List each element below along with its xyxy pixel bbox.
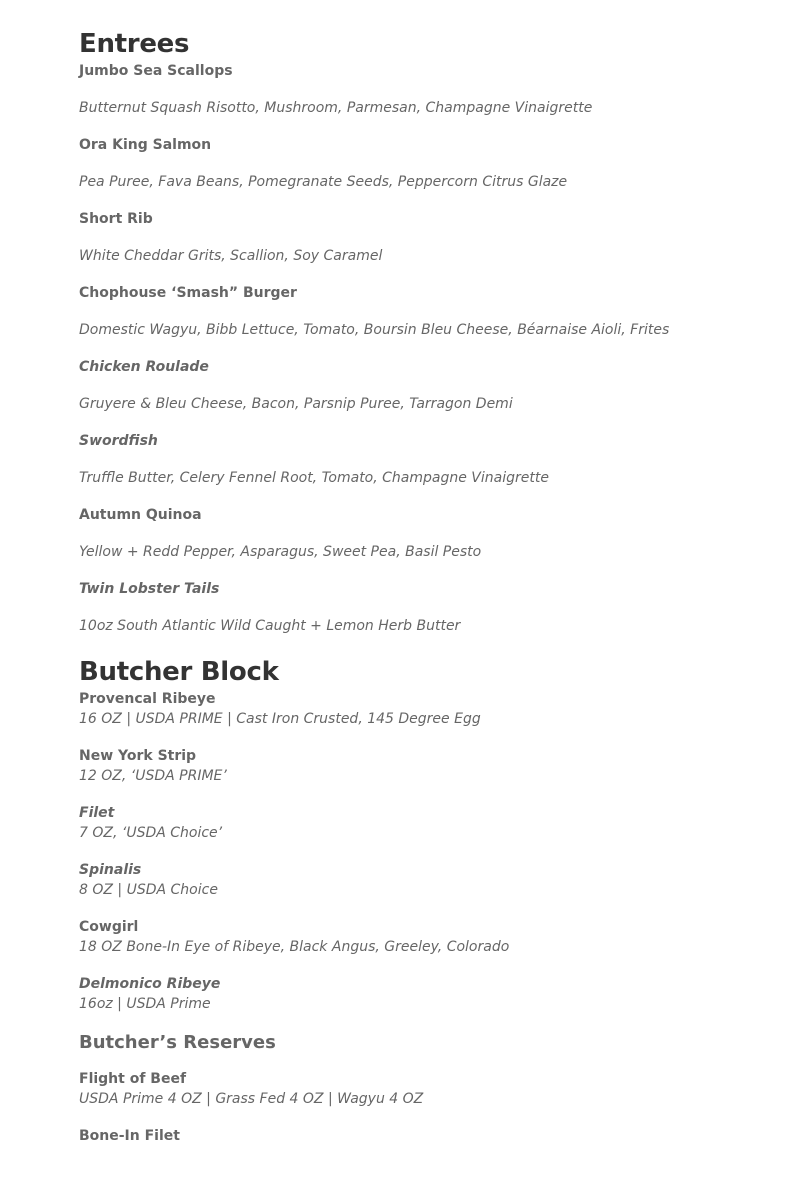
entree-description: Pea Puree, Fava Beans, Pomegranate Seeds, Peppercorn Citrus Glaze xyxy=(79,174,568,190)
entree-description: Yellow + Redd Pepper, Asparagus, Sweet Pea, Basil Pesto xyxy=(79,544,482,560)
steak-name: Delmonico Ribeye xyxy=(79,976,221,992)
section-title-entrees: Entrees xyxy=(79,29,190,59)
entree-description: 10oz South Atlantic Wild Caught + Lemon Herb Butter xyxy=(79,618,461,634)
steak-name: Spinalis xyxy=(79,862,142,878)
menu-content xyxy=(79,0,759,1163)
list-item xyxy=(79,803,759,843)
butcher-block-list xyxy=(79,689,759,1014)
steak-name: Cowgirl xyxy=(79,919,139,935)
entree-description: Butternut Squash Risotto, Mushroom, Parmesan, Champagne Vinaigrette xyxy=(79,100,593,116)
steak-name: New York Strip xyxy=(79,748,197,764)
reserve-description: USDA Prime 4 OZ | Grass Fed 4 OZ | Wagyu 4 OZ xyxy=(79,1091,424,1107)
butchers-reserves-list xyxy=(79,1069,759,1146)
steak-description: 8 OZ | USDA Choice xyxy=(79,882,218,898)
entree-name: Ora King Salmon xyxy=(79,137,212,153)
entrees-list xyxy=(79,61,759,636)
entree-description: White Cheddar Grits, Scallion, Soy Caramel xyxy=(79,248,383,264)
steak-description: 16 OZ | USDA PRIME | Cast Iron Crusted, 145 Degree Egg xyxy=(79,711,481,727)
steak-name: Provencal Ribeye xyxy=(79,691,216,707)
section-title-butcher-block: Butcher Block xyxy=(79,657,279,687)
list-item xyxy=(79,974,759,1014)
entree-name: Short Rib xyxy=(79,211,153,227)
steak-description: 16oz | USDA Prime xyxy=(79,996,211,1012)
steak-description: 7 OZ, ‘USDA Choice’ xyxy=(79,825,223,841)
entree-description: Domestic Wagyu, Bibb Lettuce, Tomato, Boursin Bleu Cheese, Béarnaise Aioli, Frites xyxy=(79,322,670,338)
entree-name: Chicken Roulade xyxy=(79,359,209,375)
entree-name: Chophouse ‘Smash” Burger xyxy=(79,285,297,301)
entree-name: Swordfish xyxy=(79,433,158,449)
section-title-butchers-reserves: Butcher’s Reserves xyxy=(79,1032,276,1053)
list-item xyxy=(79,860,759,900)
entree-name: Twin Lobster Tails xyxy=(79,581,220,597)
entree-name: Autumn Quinoa xyxy=(79,507,202,523)
steak-name: Filet xyxy=(79,805,115,821)
list-item xyxy=(79,689,759,729)
list-item xyxy=(79,1126,759,1146)
reserve-name: Flight of Beef xyxy=(79,1071,187,1087)
reserve-name: Bone-In Filet xyxy=(79,1128,180,1144)
entree-description: Gruyere & Bleu Cheese, Bacon, Parsnip Puree, Tarragon Demi xyxy=(79,396,513,412)
list-item xyxy=(79,917,759,957)
list-item xyxy=(79,746,759,786)
entree-description: Truffle Butter, Celery Fennel Root, Tomato, Champagne Vinaigrette xyxy=(79,470,549,486)
steak-description: 12 OZ, ‘USDA PRIME’ xyxy=(79,768,227,784)
entree-name: Jumbo Sea Scallops xyxy=(79,63,233,79)
steak-description: 18 OZ Bone-In Eye of Ribeye, Black Angus, Greeley, Colorado xyxy=(79,939,510,955)
list-item xyxy=(79,1069,759,1109)
